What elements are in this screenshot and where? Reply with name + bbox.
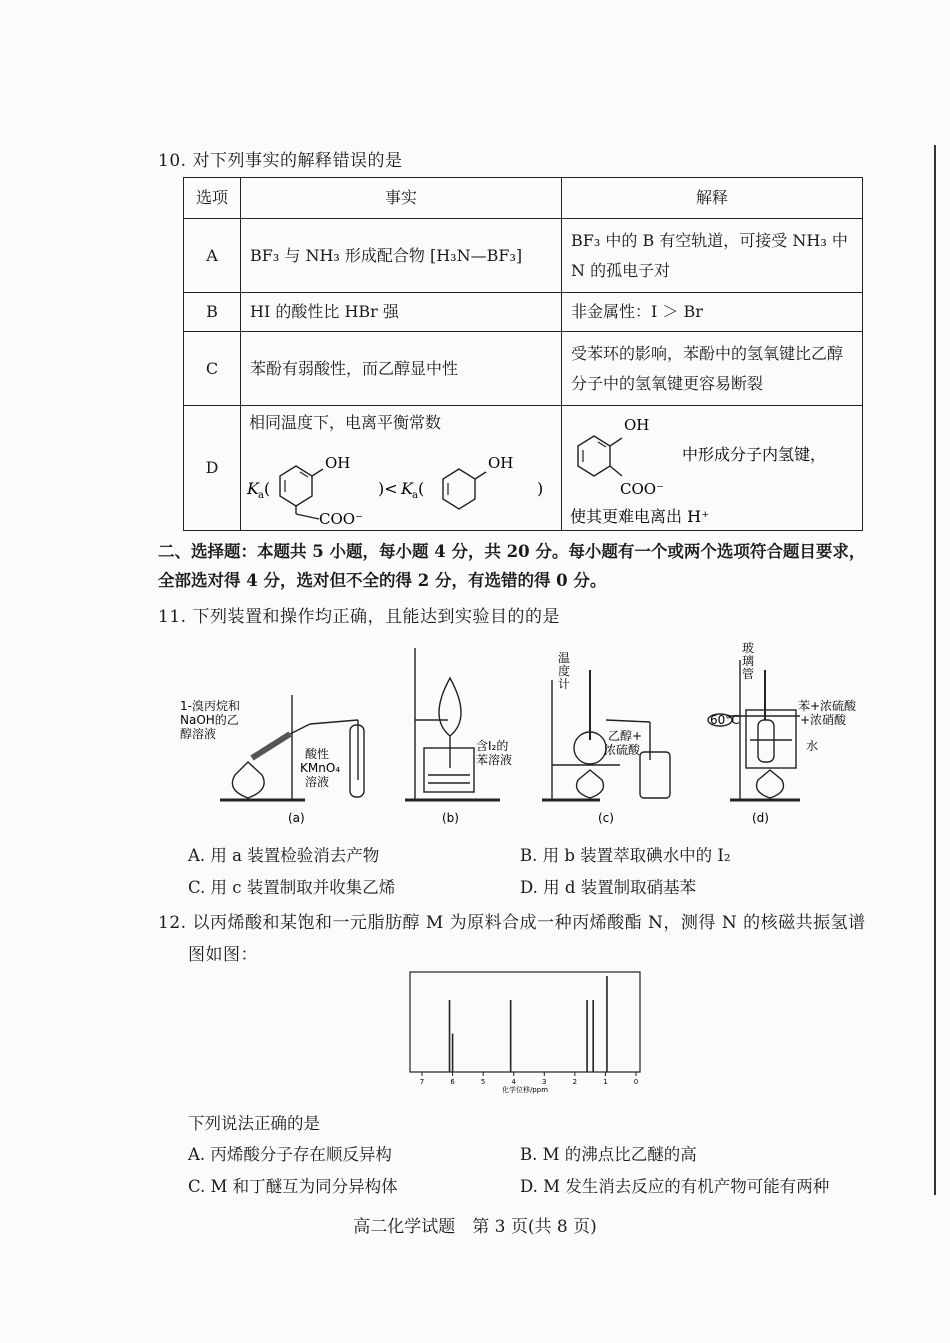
q12-prompt: 下列说法正确的是 [188,1114,320,1133]
oh-label-2: OH [488,454,514,472]
a-label-1: 1-溴丙烷和 [180,699,240,713]
beaker-b [424,748,474,792]
d-clamp: 60°C [710,713,740,727]
row-a-fact: BF₃ 与 NH₃ 形成配合物 [H₃N—BF₃] [241,219,562,293]
svg-text:(: ( [264,479,271,498]
nmr-tick-label: 0 [633,1078,639,1086]
oh-label-3: OH [624,416,650,434]
row-d-explain [562,406,863,531]
test-tube-a [350,725,364,797]
q12-title-line1: 12. 以丙烯酸和某饱和一元脂肪醇 M 为原料合成一种丙烯酸酯 N，测得 N 的核磁共振氢谱 [158,913,866,933]
nmr-tick-label: 6 [450,1078,455,1086]
nmr-tick-label: 2 [572,1078,578,1086]
fig-a: (a) [288,811,305,825]
header-option: 选项 [184,178,241,219]
q11-option-a: A. 用 a 装置检验消去产物 [188,846,380,865]
q10-title: 10. 对下列事实的解释错误的是 [158,151,403,171]
table-header-row [184,178,863,219]
q10-table [183,177,863,531]
d-label-2: +浓硝酸 [800,713,847,727]
sep-funnel-b [439,678,461,736]
d-tube-3: 管 [742,667,755,681]
a-kmno4-2: KMnO₄ [300,761,341,775]
q11-option-d: D. 用 d 装置制取硝基苯 [520,878,697,897]
c-thermo-2: 度 [558,664,571,678]
d-tube-1: 玻 [742,641,755,655]
row-d-explain-structure [562,406,862,530]
nmr-tick-label: 5 [480,1078,486,1086]
explain-end: 使其更难电离出 H⁺ [570,507,710,526]
nmr-tick-label: 4 [511,1078,516,1086]
row-a-explain: BF₃ 中的 B 有空轨道，可接受 NH₃ 中 N 的孤电子对 [562,219,863,293]
apparatus-b [405,648,500,800]
apparatus-a [220,695,364,800]
section2-line1: 二、选择题：本题共 5 小题，每小题 4 分，共 20 分。每小题有一个或两个选项符合题目要求， [158,542,866,561]
q12-option-a: A. 丙烯酸分子存在顺反异构 [188,1145,392,1164]
nmr-tick-label: 7 [419,1078,425,1086]
fig-b: (b) [442,811,459,825]
oh-label-1: OH [325,454,351,472]
b-label-1: 含I₂的 [476,739,509,753]
svg-text:(: ( [418,479,425,498]
coo-label-1: COO⁻ [319,510,363,528]
q11-apparatus-figure [180,640,880,830]
table-row [184,293,863,332]
b-label-2: 苯溶液 [476,753,513,767]
d-label-1: 苯+浓硫酸 [798,699,857,713]
q12-option-c: C. M 和丁醚互为同分异构体 [188,1177,398,1196]
nmr-spectrum-chart [400,968,650,1098]
row-b-option: B [184,293,241,332]
collect-bottle-c [640,752,670,798]
nmr-frame [410,972,640,1072]
tube-a [252,734,290,758]
table-row [184,219,863,293]
row-d-fact [241,406,562,531]
c-label-1: 乙醇+ [608,729,643,743]
row-a-option: A [184,219,241,293]
q12-title-line2: 图如图： [188,945,258,965]
table-row [184,406,863,531]
row-b-explain: 非金属性：I ＞ Br [562,293,863,332]
a-kmno4-3: 溶液 [305,775,330,789]
d-water: 水 [806,739,819,753]
fig-c: (c) [598,811,614,825]
a-label-2: NaOH的乙 [180,713,239,727]
row-c-fact: 苯酚有弱酸性，而乙醇显中性 [241,332,562,406]
right-border-line [934,145,936,1195]
coo-label-3: COO⁻ [620,480,664,498]
q11-option-c: C. 用 c 装置制取并收集乙烯 [188,878,396,897]
page-footer: 高二化学试题 第 3 页(共 8 页) [353,1217,597,1237]
header-explain: 解释 [562,178,863,219]
fig-d: (d) [752,811,769,825]
q12-option-b: B. M 的沸点比乙醚的高 [520,1145,697,1164]
q11-title: 11. 下列装置和操作均正确，且能达到实验目的的是 [158,607,560,627]
q12-option-d: D. M 发生消去反应的有机产物可能有两种 [520,1177,830,1196]
ka-symbol-2: K [401,479,413,498]
test-tube-d [758,720,774,762]
water-bath-d [746,710,796,768]
lt-sign: )< [378,479,398,498]
table-row [184,332,863,406]
apparatus-d [708,660,800,800]
a-label-3: 醇溶液 [180,727,217,741]
a-kmno4-1: 酸性 [305,747,330,761]
ka-sub-2: a [412,490,418,501]
header-fact: 事实 [241,178,562,219]
explain-mid: 中形成分子内氢键， [682,445,827,464]
ka-sub-1: a [258,490,264,501]
ka-symbol-1: K [247,479,259,498]
row-c-explain: 受苯环的影响，苯酚中的氢氧键比乙醇分子中的氢氧键更容易断裂 [562,332,863,406]
nmr-tick-label: 1 [603,1078,608,1086]
q11-option-b: B. 用 b 装置萃取碘水中的 I₂ [520,846,731,865]
c-thermo-1: 温 [558,651,571,665]
nmr-tick-label: 3 [542,1078,547,1086]
section2-line2: 全部选对得 4 分，选对但不全的得 2 分，有选错的得 0 分。 [158,571,607,590]
row-d-fact-text: 相同温度下，电离平衡常数 [249,413,442,432]
row-b-fact: HI 的酸性比 HBr 强 [241,293,562,332]
nmr-xlabel: 化学位移/ppm [501,1086,549,1094]
row-c-option: C [184,332,241,406]
row-d-option: D [184,406,241,531]
lamp-a [232,762,264,798]
c-label-2: 浓硫酸 [604,743,641,757]
close-paren: ) [537,479,544,498]
c-thermo-3: 计 [558,677,571,691]
d-tube-2: 璃 [742,654,755,668]
